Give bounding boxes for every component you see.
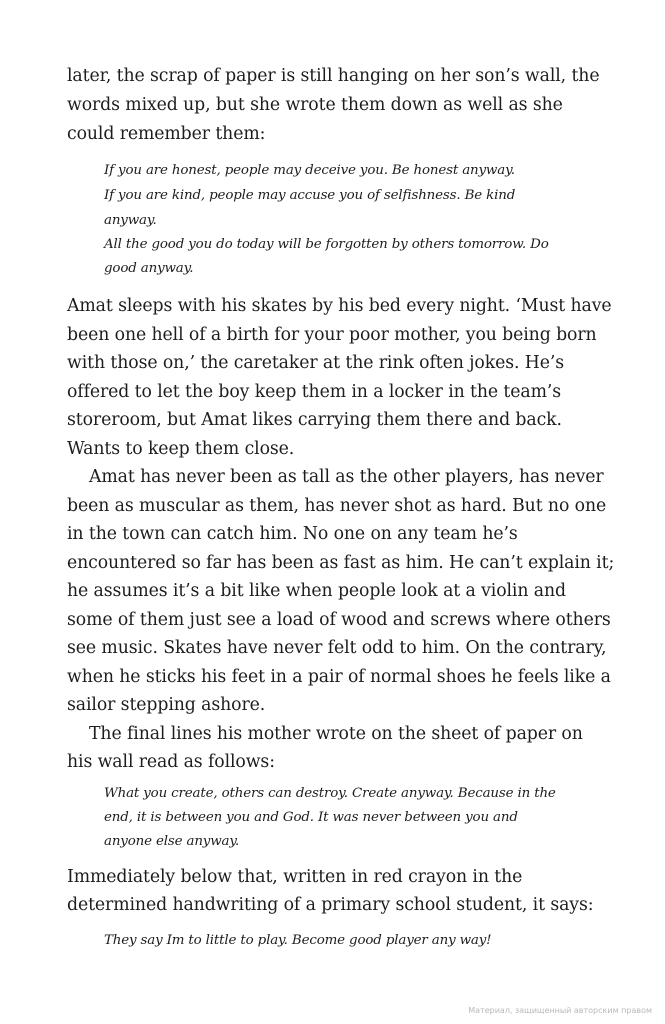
text-line: words mixed up, but she wrote them down as well as she xyxy=(67,95,563,115)
text-line: could remember them: xyxy=(67,124,266,144)
copyright-watermark: Материал, защищенный авторским правом xyxy=(468,1006,652,1015)
text-line: later, the scrap of paper is still hanging on her son’s wall, the xyxy=(67,66,600,86)
text-line: with those on,’ the caretaker at the rink often jokes. He’s xyxy=(67,353,565,373)
text-line: sailor stepping ashore. xyxy=(67,695,266,715)
text-line: see music. Skates have never felt odd to him. On the contrary, xyxy=(67,638,607,658)
text-line: in the town can catch him. No one on any team he’s xyxy=(67,524,518,544)
quote-line: What you create, others can destroy. Create anyway. Because in the xyxy=(104,786,556,801)
text-line: Immediately below that, written in red crayon in the xyxy=(67,867,523,887)
text-line: Amat sleeps with his skates by his bed every night. ‘Must have xyxy=(67,296,612,316)
text-line: his wall read as follows: xyxy=(67,752,275,772)
quote-line: All the good you do today will be forgotten by others tomorrow. Do xyxy=(104,237,549,252)
text-line: been one hell of a birth for your poor mother, you being born xyxy=(67,325,597,345)
quote-line: They say Im to little to play. Become good player any way! xyxy=(104,933,492,948)
text-line: when he sticks his feet in a pair of normal shoes he feels like a xyxy=(67,667,611,687)
text-line: determined handwriting of a primary school student, it says: xyxy=(67,895,594,915)
text-line: The final lines his mother wrote on the sheet of paper on xyxy=(89,724,583,744)
text-line: he assumes it’s a bit like when people look at a violin and xyxy=(67,581,566,601)
quote-line: If you are kind, people may accuse you of selfishness. Be kind xyxy=(104,188,516,203)
text-line: Wants to keep them close. xyxy=(67,439,295,459)
quote-line: anyone else anyway. xyxy=(104,834,240,849)
text-line: offered to let the boy keep them in a locker in the team’s xyxy=(67,382,562,402)
text-line: storeroom, but Amat likes carrying them there and back. xyxy=(67,410,562,430)
quote-line: anyway. xyxy=(104,213,157,228)
text-line: some of them just see a load of wood and screws where others xyxy=(67,610,611,630)
text-line: encountered so far has been as fast as him. He can’t explain it; xyxy=(67,553,615,573)
quote-line: good anyway. xyxy=(104,261,194,276)
text-line: Amat has never been as tall as the other players, has never xyxy=(89,467,604,487)
text-line: been as muscular as them, has never shot as hard. But no one xyxy=(67,496,607,516)
quote-line: end, it is between you and God. It was never between you and xyxy=(104,810,518,825)
quote-line: If you are honest, people may deceive you. Be honest anyway. xyxy=(104,163,515,178)
